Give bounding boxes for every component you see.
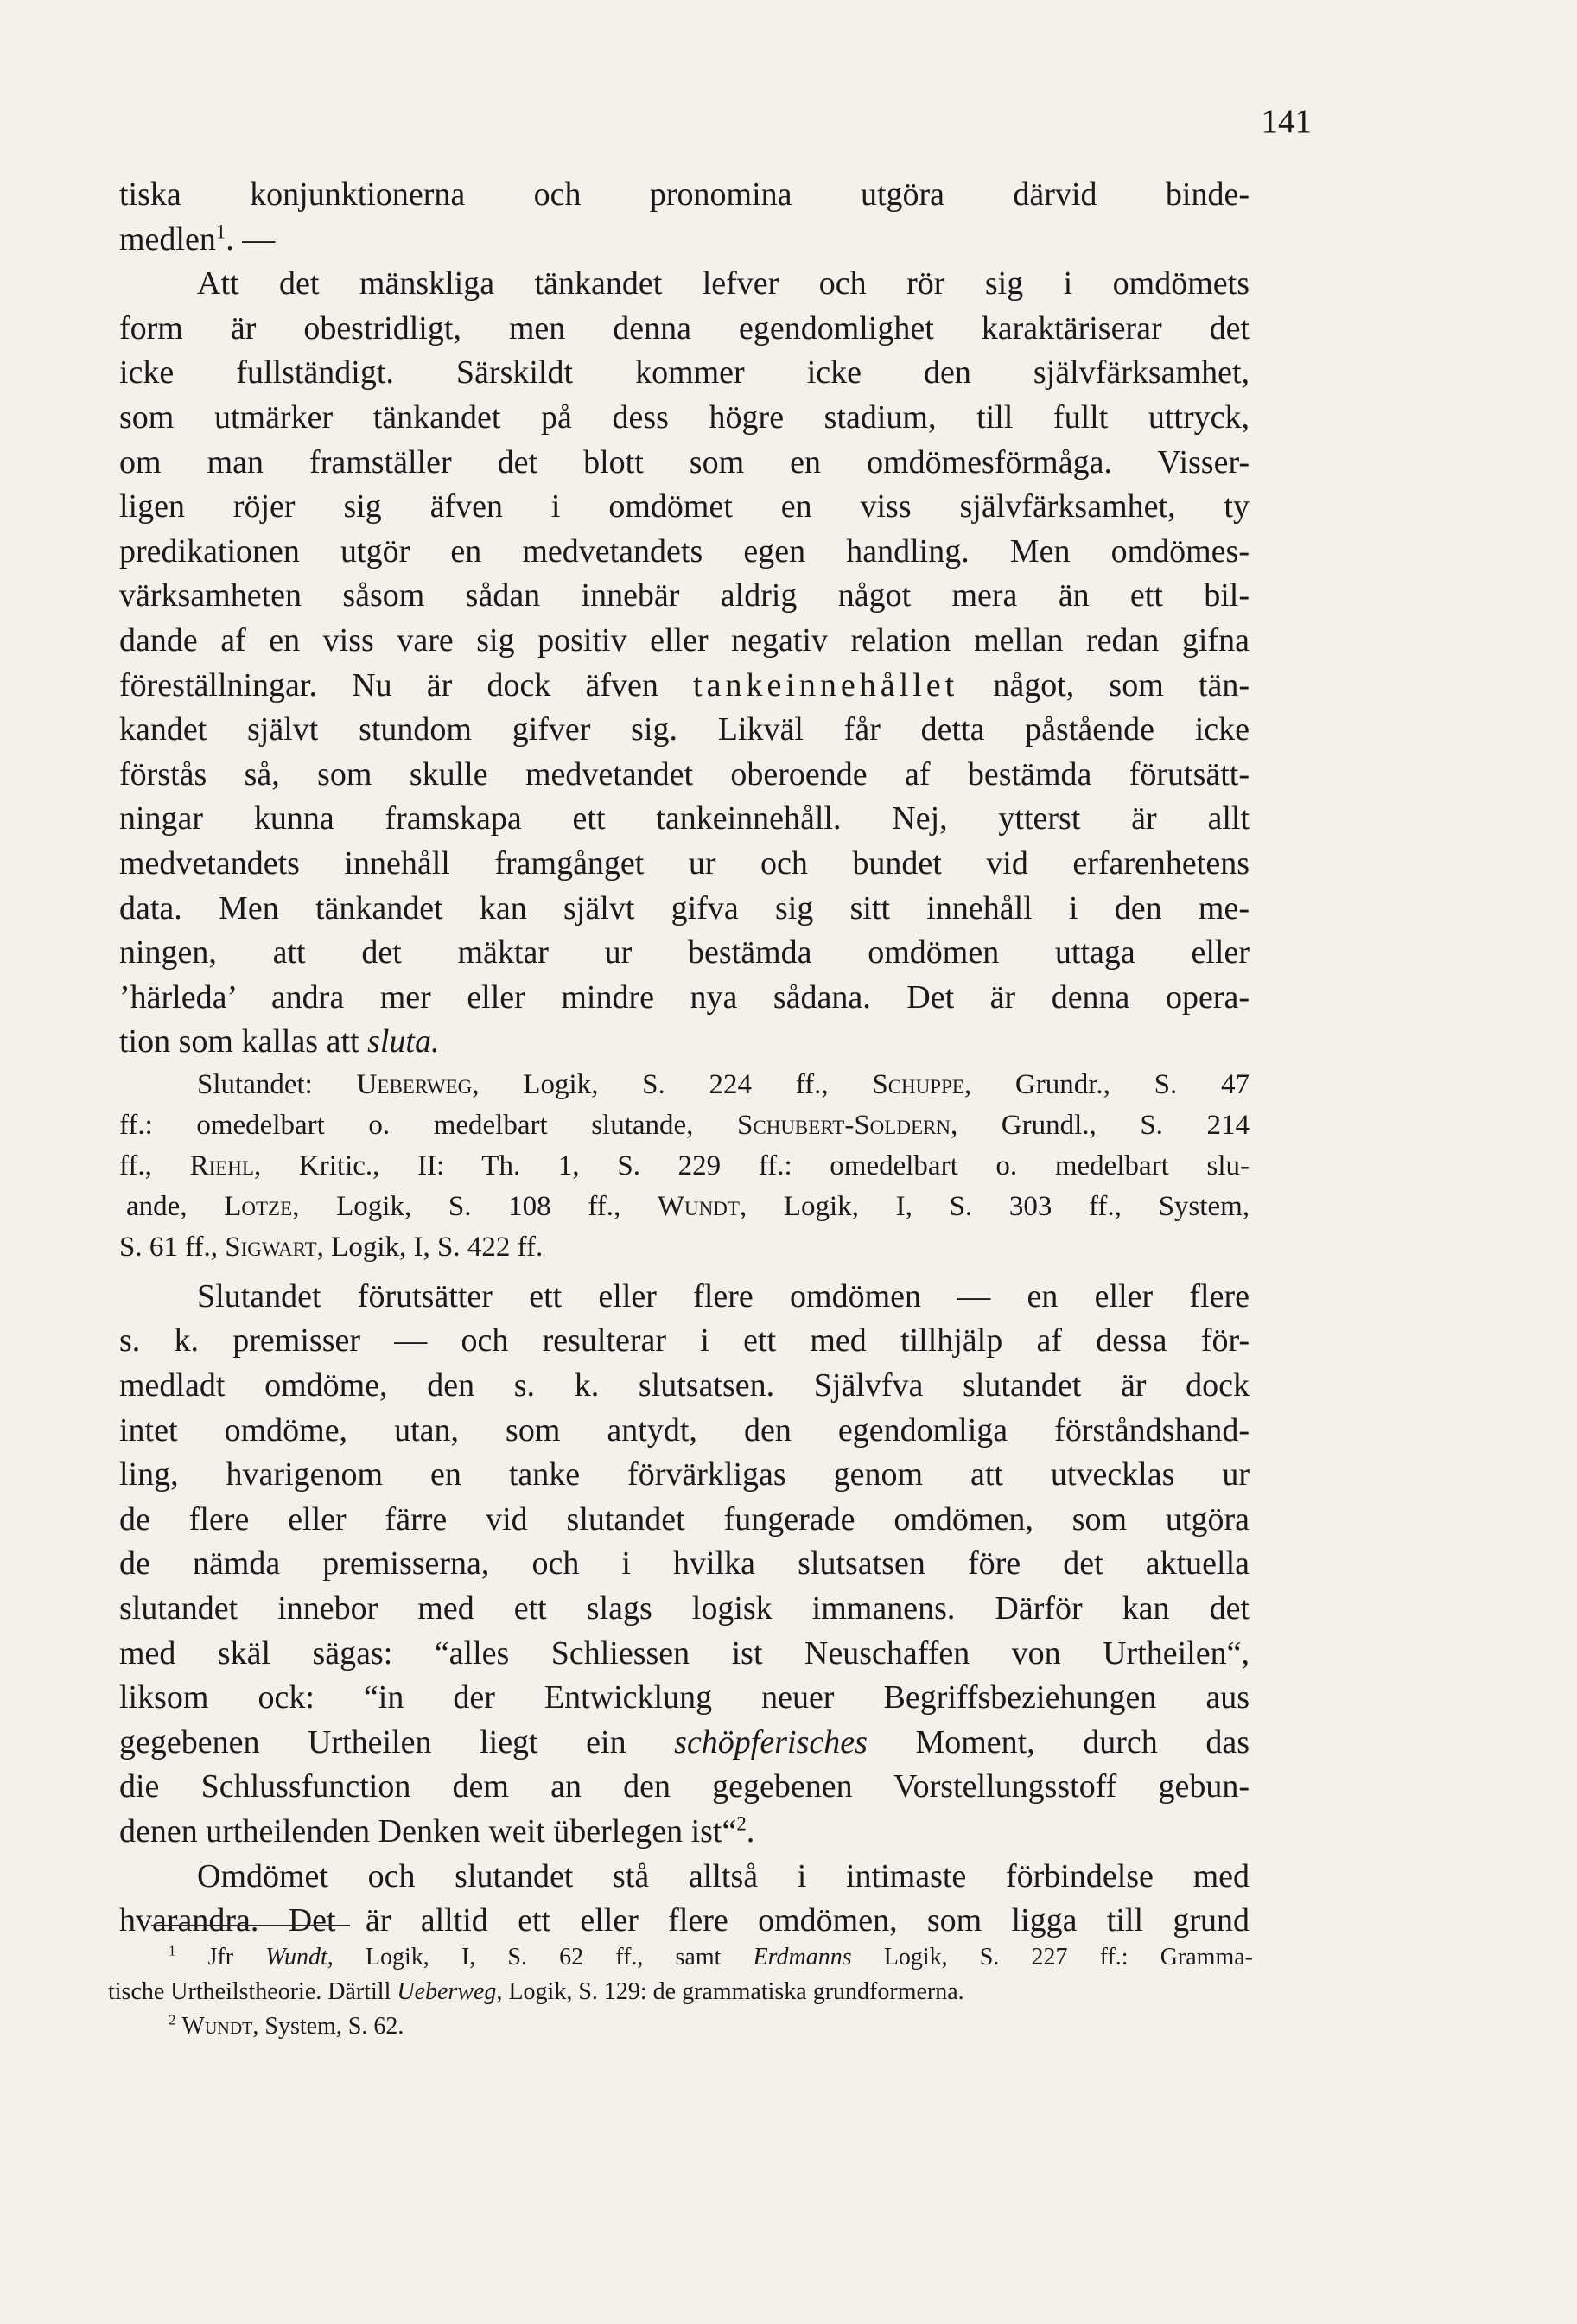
text-line: de flere eller färre vid slutandet fungerade omdömen, som utgöra	[119, 1500, 1250, 1538]
page-number: 141	[1261, 103, 1312, 140]
text-line: Att det mänskliga tänkandet lefver och rör sig i omdömets	[197, 265, 1250, 302]
author-name: Ueberweg	[356, 1068, 473, 1100]
text-line: de nämda premisserna, och i hvilka slutsatsen före det aktuella	[119, 1545, 1250, 1582]
text-run: , Kritic., II: Th. 1, S. 229 ff.: omedelbart o. medelbart slu-	[253, 1149, 1250, 1181]
footnote-number: 2	[169, 2011, 176, 2028]
text-line: värksamheten såsom sådan innebär aldrig något mera än ett bil-	[119, 577, 1250, 614]
author-name: Riehl	[189, 1149, 254, 1181]
text-run: , Grundl., S. 214	[950, 1109, 1250, 1141]
text-run: .	[746, 1813, 755, 1850]
italic-term: sluta.	[367, 1023, 440, 1060]
paragraph	[119, 262, 1250, 1065]
reference-line	[119, 1187, 1250, 1227]
text-line	[119, 1810, 1250, 1855]
italic-term: schöpferisches	[674, 1723, 868, 1761]
text-run: , System, S. 62.	[252, 2013, 404, 2040]
text-line	[119, 664, 1250, 709]
spacer	[119, 1268, 1250, 1275]
footnote-line	[169, 1940, 1253, 1975]
text-run: denen urtheilenden Denken weit überlegen ist“	[119, 1813, 737, 1850]
text-run: , Logik, S. 108 ff.,	[292, 1190, 621, 1222]
footnote-rule	[151, 1925, 350, 1926]
text-run: . —	[226, 220, 276, 258]
text-line: slutandet innebor med ett slags logisk immanens. Därför kan det	[119, 1590, 1250, 1627]
italic-term: Erdmanns	[753, 1944, 852, 1971]
text-line: förstås så, som skulle medvetandet oberoende af bestämda förutsätt-	[119, 755, 1250, 793]
author-name: Sigwart	[225, 1231, 317, 1263]
text-line: som utmärker tänkandet på dess högre stadium, till fullt uttryck,	[119, 398, 1250, 436]
footnote-line	[169, 2009, 1253, 2044]
footnote-number: 1	[169, 1942, 176, 1959]
text-line: ’härleda’ andra mer eller mindre nya sådana. Det är denna opera-	[119, 978, 1250, 1016]
text-run: ff.: omedelbart o. medelbart slutande,	[119, 1109, 694, 1141]
text-run: tion som kallas att	[119, 1023, 359, 1060]
text-run: , Logik, I, S. 422 ff.	[316, 1231, 544, 1263]
author-name: Schuppe	[872, 1068, 964, 1100]
text-run: Logik, S. 227 ff.: Gramma-	[883, 1944, 1253, 1971]
reference-line	[119, 1065, 1250, 1105]
text-line	[119, 1721, 1250, 1766]
author-name: Schubert-Soldern	[737, 1109, 951, 1141]
text-line: medladt omdöme, den s. k. slutsatsen. Självfva slutandet är dock	[119, 1367, 1250, 1404]
text-line: predikationen utgör en medvetandets egen handling. Men omdömes-	[119, 532, 1250, 570]
paragraph	[119, 173, 1250, 262]
italic-term: Wundt,	[265, 1944, 334, 1971]
paragraph	[119, 1275, 1250, 1855]
text-line: form är obestridligt, men denna egendomlighet karaktäriserar det	[119, 309, 1250, 347]
text-line: icke fullständigt. Särskildt kommer icke den självfärksamhet,	[119, 354, 1250, 392]
text-run: S. 61 ff.,	[119, 1231, 218, 1263]
text-line: dande af en viss vare sig positiv eller negativ relation mellan redan gifna	[119, 621, 1250, 659]
text-line: ningar kunna framskapa ett tankeinnehåll. Nej, ytterst är allt	[119, 800, 1250, 837]
text-line: die Schlussfunction dem an den gegebenen Vorstellungsstoff gebun-	[119, 1768, 1250, 1805]
text-run: ff.,	[119, 1149, 152, 1181]
footnote-ref: 2	[736, 1812, 747, 1835]
footnote-line	[108, 1975, 1253, 2009]
text-run: ande,	[126, 1190, 188, 1222]
reference-line	[119, 1146, 1250, 1187]
text-line: tiska konjunktionerna och pronomina utgöra därvid binde-	[119, 176, 1250, 213]
text-run: Jfr	[207, 1944, 234, 1971]
text-line: hvarandra. Det är alltid ett eller flere omdömen, som ligga till grund	[119, 1902, 1250, 1939]
spaced-term: tankeinnehållet	[693, 666, 959, 704]
author-name: Lotze	[224, 1190, 293, 1222]
main-text	[119, 173, 1250, 1944]
text-run: något, som tän-	[993, 666, 1250, 704]
footnotes	[108, 1940, 1253, 2044]
text-line: om man framställer det blott som en omdömesförmåga. Visser-	[119, 443, 1250, 481]
text-run: Slutandet:	[197, 1068, 313, 1100]
text-line: liksom ock: “in der Entwicklung neuer Begriffsbeziehungen aus	[119, 1679, 1250, 1716]
text-line: ling, hvarigenom en tanke förvärkligas genom att utvecklas ur	[119, 1456, 1250, 1493]
text-line	[119, 218, 1250, 263]
text-line: ligen röjer sig äfven i omdömet en viss självfärksamhet, ty	[119, 488, 1250, 525]
text-run: , Grundr., S. 47	[963, 1068, 1250, 1100]
reference-line	[119, 1105, 1250, 1146]
reference-line	[119, 1227, 1250, 1268]
text-run: tische Urtheilstheorie. Därtill	[108, 1978, 391, 2005]
text-line: Slutandet förutsätter ett eller flere omdömen — en eller flere	[197, 1277, 1250, 1315]
footnote-ref: 1	[215, 220, 226, 242]
text-run: föreställningar. Nu är dock äfven	[119, 666, 658, 704]
reference-block	[119, 1065, 1250, 1268]
text-run: , Logik, S. 224 ff.,	[472, 1068, 829, 1100]
text-line: med skäl sägas: “alles Schliessen ist Neuschaffen von Urtheilen“,	[119, 1634, 1250, 1671]
text-run: Moment, durch das	[915, 1723, 1250, 1761]
italic-term: Ueberweg,	[397, 1978, 503, 2005]
author-name: Wundt	[181, 2013, 253, 2040]
text-run: gegebenen Urtheilen liegt ein	[119, 1723, 626, 1761]
text-run: Logik, S. 129: de grammatiska grundformerna.	[508, 1978, 964, 2005]
text-line	[119, 1020, 1250, 1065]
text-line: data. Men tänkandet kan självt gifva sig sitt innehåll i den me-	[119, 889, 1250, 926]
text-line: medvetandets innehåll framgånget ur och bundet vid erfarenhetens	[119, 844, 1250, 882]
text-line: Omdömet och slutandet stå alltså i intimaste förbindelse med	[197, 1857, 1250, 1894]
text-line: ningen, att det mäktar ur bestämda omdömen uttaga eller	[119, 934, 1250, 971]
text-line: s. k. premisser — och resulterar i ett med tillhjälp af dessa för-	[119, 1322, 1250, 1359]
text-run: medlen	[119, 220, 216, 258]
text-line: intet omdöme, utan, som antydt, den egendomliga förståndshand-	[119, 1411, 1250, 1449]
paragraph	[119, 1855, 1250, 1944]
text-line: kandet självt stundom gifver sig. Likväl får detta påstående icke	[119, 711, 1250, 748]
text-run: , Logik, I, S. 303 ff., System,	[739, 1190, 1250, 1222]
author-name: Wundt	[657, 1190, 740, 1222]
text-run: Logik, I, S. 62 ff., samt	[365, 1944, 722, 1971]
